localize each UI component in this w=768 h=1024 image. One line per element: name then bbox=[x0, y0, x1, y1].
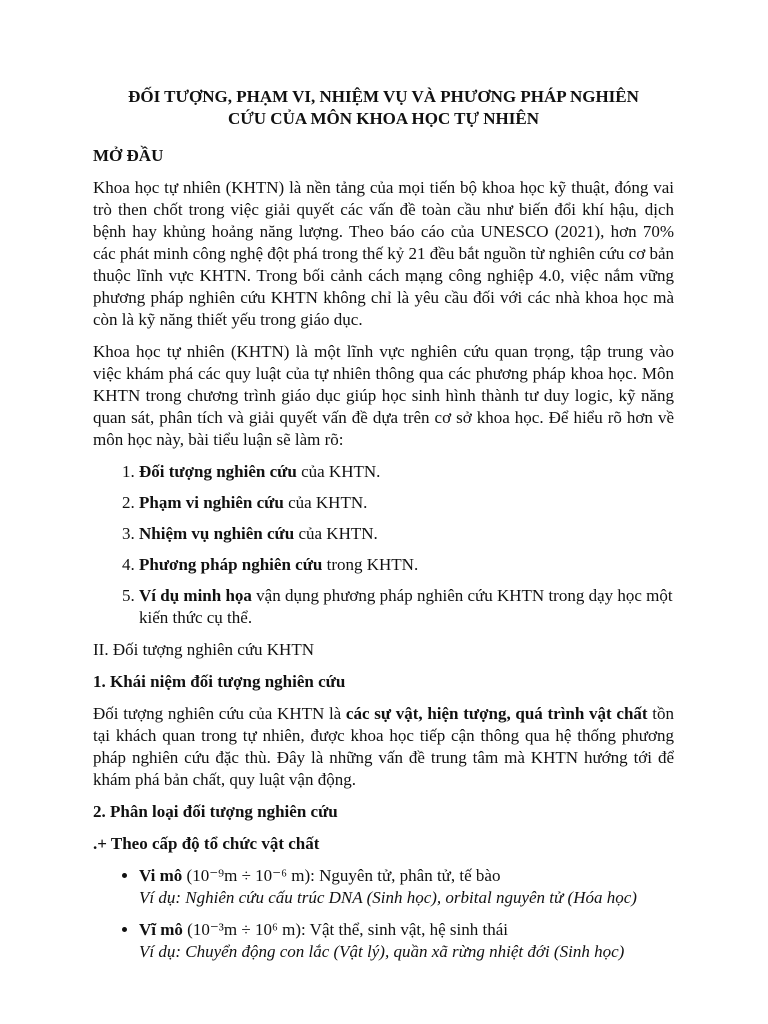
intro-paragraph-1: Khoa học tự nhiên (KHTN) là nền tảng của mọi tiến bộ khoa học kỹ thuật, đóng vai trò then chốt trong việc giải quyết các vấn đề toàn cầu như biến đổi khí hậu, dịch bệnh hay khủng hoảng năng lượng. Theo báo cáo của UNESCO (2021), hơn 70% các phát minh công nghệ đột phá trong thế kỷ 21 đều bắt nguồn từ nghiên cứu cơ bản thuộc lĩnh vực KHTN. Trong bối cảnh cách mạng công nghiệp 4.0, việc nắm vững phương pháp nghiên cứu KHTN không chỉ là yêu cầu đối với các nhà khoa học mà còn là kỹ năng thiết yếu trong giáo dục. bbox=[93, 178, 674, 329]
outline-item-text: của KHTN. bbox=[296, 462, 381, 481]
outline-item-bold: Đối tượng nghiên cứu bbox=[139, 462, 297, 481]
outline-item bbox=[139, 585, 674, 629]
subsection-1-heading: 1. Khái niệm đối tượng nghiên cứu bbox=[93, 672, 346, 691]
level-item-macro bbox=[139, 919, 674, 963]
outline-item-bold: Phạm vi nghiên cứu bbox=[139, 493, 284, 512]
section-2-heading: II. Đối tượng nghiên cứu KHTN bbox=[93, 640, 314, 659]
outline-item-bold: Ví dụ minh họa bbox=[139, 586, 252, 605]
intro-heading: MỞ ĐẦU bbox=[93, 146, 164, 165]
level-name: Vi mô bbox=[139, 866, 183, 885]
level-item-micro bbox=[139, 865, 674, 909]
level-example: Ví dụ: Nghiên cứu cấu trúc DNA (Sinh học), orbital nguyên tử (Hóa học) bbox=[139, 888, 637, 907]
classification-heading: .+ Theo cấp độ tổ chức vật chất bbox=[93, 834, 320, 853]
intro-paragraph-2: Khoa học tự nhiên (KHTN) là một lĩnh vực nghiên cứu quan trọng, tập trung vào việc khám phá các quy luật của tự nhiên thông qua các phương pháp khoa học. Môn KHTN trong chương trình giáo dục giúp học sinh hình thành tư duy logic, kỹ năng quan sát, phân tích và giải quyết vấn đề dựa trên cơ sở khoa học. Để hiểu rõ hơn về môn học này, bài tiểu luận sẽ làm rõ: bbox=[93, 342, 674, 449]
outline-item bbox=[139, 461, 674, 483]
title-line-2: CỨU CỦA MÔN KHOA HỌC TỰ NHIÊN bbox=[227, 109, 540, 128]
outline-list bbox=[93, 461, 674, 629]
paragraph-text-bold: các sự vật, hiện tượng, quá trình vật chất bbox=[345, 704, 648, 723]
outline-item-bold: Phương pháp nghiên cứu bbox=[139, 555, 323, 574]
outline-item-bold: Nhiệm vụ nghiên cứu bbox=[139, 524, 295, 543]
outline-item-text: trong KHTN. bbox=[322, 555, 419, 574]
outline-item-text: của KHTN. bbox=[294, 524, 378, 543]
level-description: (10⁻³m ÷ 10⁶ m): Vật thể, sinh vật, hệ sinh thái bbox=[182, 920, 508, 939]
level-name: Vĩ mô bbox=[139, 920, 183, 939]
title-line-1: ĐỐI TƯỢNG, PHẠM VI, NHIỆM VỤ VÀ PHƯƠNG PHÁP NGHIÊN bbox=[128, 87, 639, 106]
level-list bbox=[93, 865, 674, 963]
outline-item bbox=[139, 523, 674, 545]
paragraph-text-pre: Đối tượng nghiên cứu của KHTN là bbox=[93, 704, 346, 723]
paragraph-text-post: tồn tại khách quan trong tự nhiên, được khoa học tiếp cận thông qua hệ thống phương pháp nghiên cứu đặc thù. Đây là những vấn đề trung tâm mà KHTN hướng tới để khám phá bản chất, quy luật vận động. bbox=[93, 704, 674, 789]
level-example: Ví dụ: Chuyển động con lắc (Vật lý), quần xã rừng nhiệt đới (Sinh học) bbox=[139, 942, 625, 961]
outline-item bbox=[139, 492, 674, 514]
document-title bbox=[93, 86, 674, 130]
outline-item-text: của KHTN. bbox=[283, 493, 368, 512]
outline-item-text: vận dụng phương pháp nghiên cứu KHTN trong dạy học một kiến thức cụ thể. bbox=[139, 586, 673, 627]
subsection-2-heading: 2. Phân loại đối tượng nghiên cứu bbox=[93, 802, 338, 821]
outline-item bbox=[139, 554, 674, 576]
level-description: (10⁻⁹m ÷ 10⁻⁶ m): Nguyên tử, phân tử, tế bào bbox=[182, 866, 501, 885]
subsection-1-paragraph bbox=[93, 703, 674, 791]
